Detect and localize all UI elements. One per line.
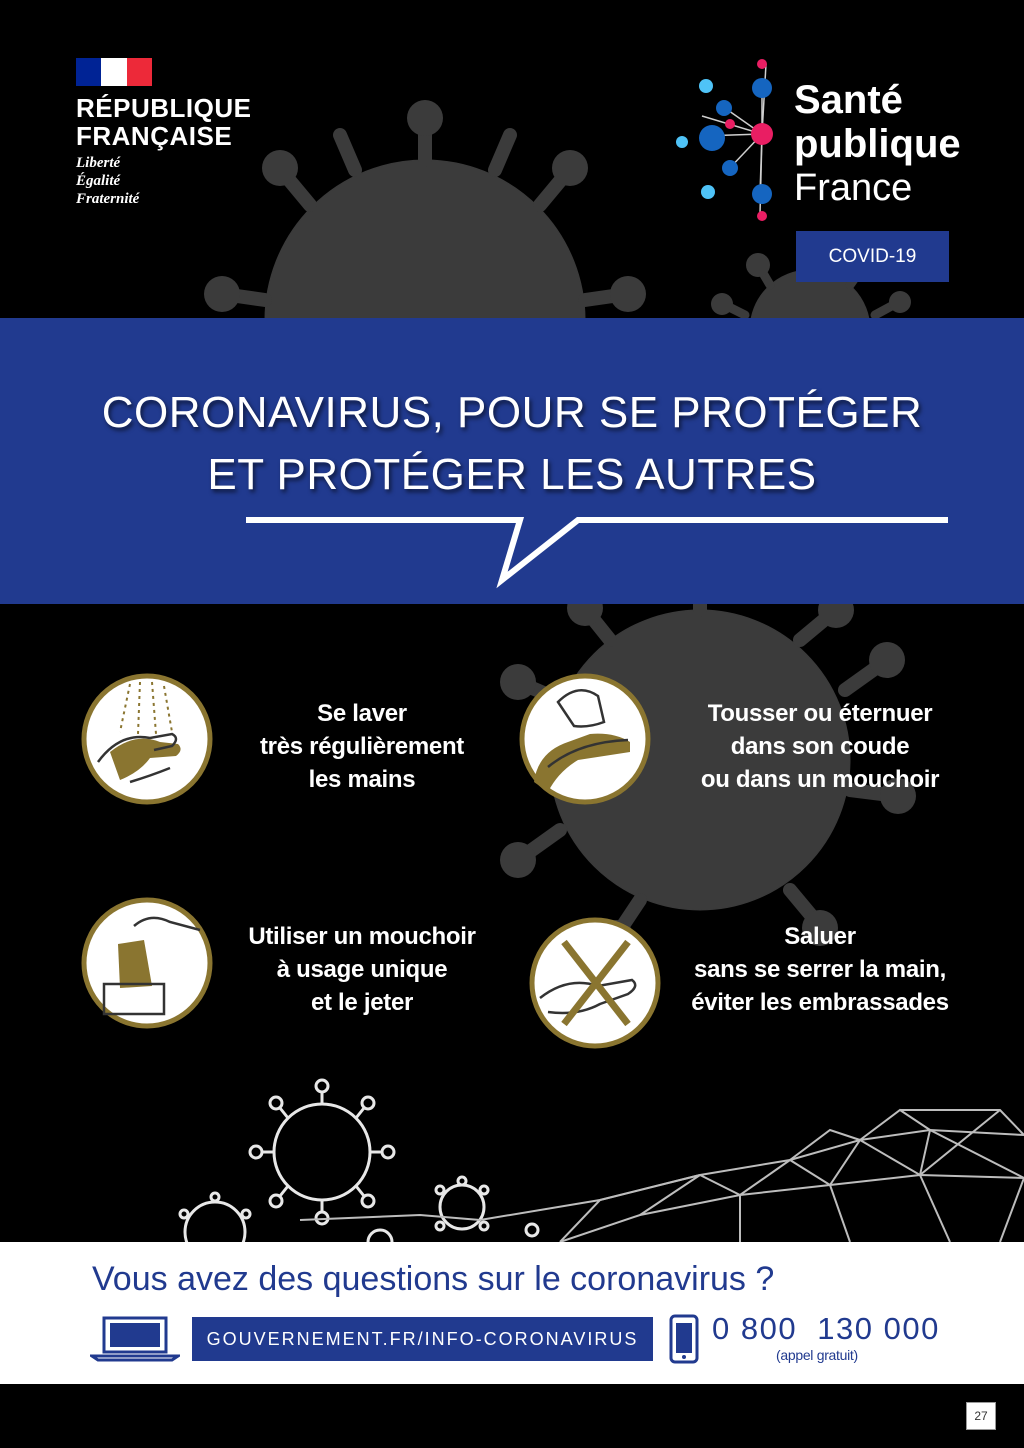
covid-19-tag: COVID-19	[796, 231, 949, 282]
motto-egalite: Égalité	[76, 173, 121, 189]
phone-note: (appel gratuit)	[776, 1347, 858, 1363]
cough-elbow-icon	[518, 672, 652, 806]
phone-number[interactable]: 0 800 130 000	[712, 1311, 940, 1346]
tip2-line3: ou dans un mouchoir	[700, 766, 940, 793]
hand-washing-icon	[80, 672, 214, 806]
tip2-line2: dans son coude	[730, 733, 910, 760]
spf-line-sante: Santé	[794, 78, 903, 122]
tip-cough-elbow-text	[670, 697, 970, 796]
spf-line-publique: publique	[794, 122, 961, 166]
republique-name-line1: RÉPUBLIQUE	[76, 93, 252, 123]
french-flag-icon	[76, 58, 152, 86]
sante-publique-france-logo	[672, 56, 992, 226]
bottom-bar	[0, 1384, 1024, 1448]
tip-tissue-text	[212, 920, 512, 1019]
title-banner	[0, 318, 1024, 604]
tip1-line2: très régulièrement	[259, 733, 464, 760]
republique-name-line2: FRANÇAISE	[76, 121, 233, 151]
tip1-line1: Se laver	[317, 700, 407, 727]
molecule-dots-icon	[672, 56, 792, 226]
republique-francaise-logo	[76, 58, 251, 208]
tip4-line3: éviter les embrassades	[691, 989, 949, 1016]
flag-blue	[76, 58, 101, 86]
laptop-icon	[90, 1314, 180, 1362]
info-url-link[interactable]: GOUVERNEMENT.FR/INFO-CORONAVIRUS	[192, 1317, 653, 1361]
tip1-line3: les mains	[308, 766, 416, 793]
phone-icon	[668, 1314, 700, 1364]
spf-line-france: France	[794, 167, 913, 209]
flag-white	[101, 58, 126, 86]
tip-hand-washing-text	[212, 697, 512, 796]
tip3-line1: Utiliser un mouchoir	[248, 923, 476, 950]
motto-liberte: Liberté	[76, 155, 121, 171]
footer-question: Vous avez des questions sur le coronavirus ?	[92, 1260, 775, 1298]
main-title-line2: ET PROTÉGER LES AUTRES	[207, 450, 817, 499]
tip2-line1: Tousser ou éternuer	[707, 700, 933, 727]
tip3-line3: et le jeter	[310, 989, 414, 1016]
tip3-line2: à usage unique	[276, 956, 448, 983]
tissue-box-icon	[80, 896, 214, 1030]
tip4-line2: sans se serrer la main,	[694, 956, 946, 983]
tip-no-handshake-text	[670, 920, 970, 1019]
flag-red	[127, 58, 152, 86]
main-title-line1: CORONAVIRUS, POUR SE PROTÉGER	[101, 388, 923, 437]
no-handshake-icon	[528, 916, 662, 1050]
main-title	[0, 382, 1024, 506]
motto-fraternite: Fraternité	[76, 191, 140, 207]
spf-wordmark	[794, 78, 961, 210]
republique-motto	[76, 154, 251, 208]
page-number: 27	[966, 1402, 996, 1430]
tip4-line1: Saluer	[784, 923, 856, 950]
